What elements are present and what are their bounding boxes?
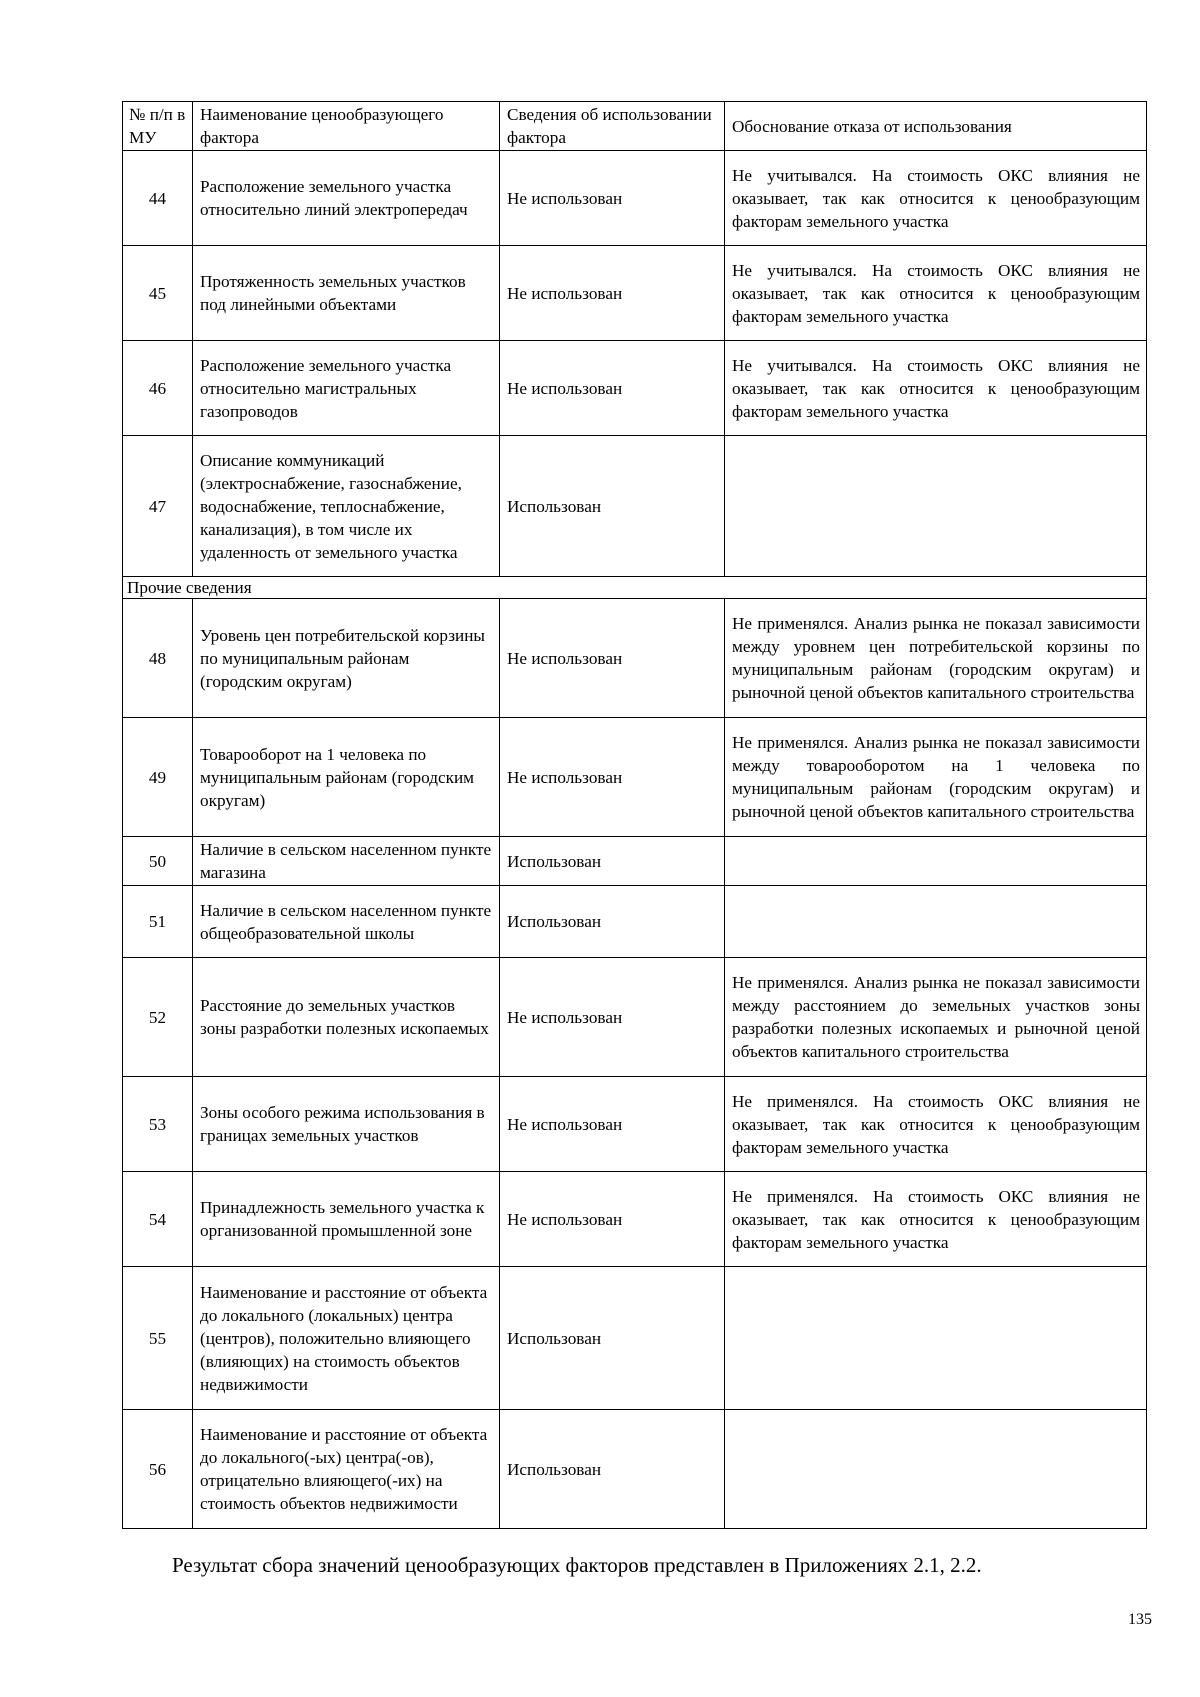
usage-status: Не использован bbox=[500, 151, 725, 246]
row-number: 48 bbox=[123, 599, 193, 718]
factor-name: Протяженность земельных участков под линейными объектами bbox=[193, 246, 500, 341]
usage-status: Использован bbox=[500, 886, 725, 958]
rejection-reason bbox=[725, 837, 1147, 886]
rejection-reason: Не применялся. Анализ рынка не показал зависимости между уровнем цен потребительской корзины по муниципальным районам (городским округам) и рыночной ценой объектов капитального строительства bbox=[725, 599, 1147, 718]
pricing-factors-table bbox=[122, 101, 1147, 1529]
header-usage: Сведения об использовании фактора bbox=[500, 102, 725, 151]
row-number: 44 bbox=[123, 151, 193, 246]
row-number: 50 bbox=[123, 837, 193, 886]
usage-status: Не использован bbox=[500, 599, 725, 718]
factor-name: Расстояние до земельных участков зоны разработки полезных ископаемых bbox=[193, 958, 500, 1077]
factor-name: Зоны особого режима использования в границах земельных участков bbox=[193, 1077, 500, 1172]
usage-status: Не использован bbox=[500, 1077, 725, 1172]
table-row bbox=[123, 1410, 1147, 1529]
table-row bbox=[123, 958, 1147, 1077]
table-row bbox=[123, 151, 1147, 246]
results-note: Результат сбора значений ценообразующих факторов представлен в Приложениях 2.1, 2.2. bbox=[172, 1553, 982, 1577]
page-number: 135 bbox=[1128, 1611, 1152, 1628]
table-row bbox=[123, 436, 1147, 577]
usage-status: Использован bbox=[500, 1410, 725, 1529]
factor-name: Товарооборот на 1 человека по муниципальным районам (городским округам) bbox=[193, 718, 500, 837]
row-number: 51 bbox=[123, 886, 193, 958]
table-row bbox=[123, 718, 1147, 837]
usage-status: Не использован bbox=[500, 958, 725, 1077]
table-row bbox=[123, 1267, 1147, 1410]
table-row bbox=[123, 599, 1147, 718]
table-row bbox=[123, 837, 1147, 886]
usage-status: Использован bbox=[500, 1267, 725, 1410]
factor-name: Наличие в сельском населенном пункте общеобразовательной школы bbox=[193, 886, 500, 958]
factor-name: Наличие в сельском населенном пункте магазина bbox=[193, 837, 500, 886]
header-reason: Обоснование отказа от использования bbox=[725, 102, 1147, 151]
row-number: 56 bbox=[123, 1410, 193, 1529]
usage-status: Не использован bbox=[500, 1172, 725, 1267]
factor-name: Принадлежность земельного участка к организованной промышленной зоне bbox=[193, 1172, 500, 1267]
row-number: 54 bbox=[123, 1172, 193, 1267]
rejection-reason: Не учитывался. На стоимость ОКС влияния не оказывает, так как относится к ценообразующим факторам земельного участка bbox=[725, 246, 1147, 341]
row-number: 53 bbox=[123, 1077, 193, 1172]
factor-name: Расположение земельного участка относительно магистральных газопроводов bbox=[193, 341, 500, 436]
rejection-reason bbox=[725, 1410, 1147, 1529]
factor-name: Уровень цен потребительской корзины по муниципальным районам (городским округам) bbox=[193, 599, 500, 718]
rejection-reason: Не применялся. На стоимость ОКС влияния не оказывает, так как относится к ценообразующим факторам земельного участка bbox=[725, 1077, 1147, 1172]
table-row bbox=[123, 246, 1147, 341]
rejection-reason: Не применялся. Анализ рынка не показал зависимости между расстоянием до земельных участков зоны разработки полезных ископаемых и рыночной ценой объектов капитального строительства bbox=[725, 958, 1147, 1077]
row-number: 46 bbox=[123, 341, 193, 436]
rejection-reason bbox=[725, 1267, 1147, 1410]
factor-name: Расположение земельного участка относительно линий электропередач bbox=[193, 151, 500, 246]
rejection-reason: Не учитывался. На стоимость ОКС влияния не оказывает, так как относится к ценообразующим факторам земельного участка bbox=[725, 341, 1147, 436]
row-number: 55 bbox=[123, 1267, 193, 1410]
factor-name: Описание коммуникаций (электроснабжение, газоснабжение, водоснабжение, теплоснабжение, канализация), в том числе их удаленность от земельного участка bbox=[193, 436, 500, 577]
row-number: 52 bbox=[123, 958, 193, 1077]
usage-status: Не использован bbox=[500, 718, 725, 837]
row-number: 47 bbox=[123, 436, 193, 577]
usage-status: Не использован bbox=[500, 246, 725, 341]
section-label: Прочие сведения bbox=[123, 577, 1147, 599]
row-number: 49 bbox=[123, 718, 193, 837]
usage-status: Не использован bbox=[500, 341, 725, 436]
header-name: Наименование ценообразующего фактора bbox=[193, 102, 500, 151]
usage-status: Использован bbox=[500, 837, 725, 886]
table-row bbox=[123, 1077, 1147, 1172]
table-row bbox=[123, 1172, 1147, 1267]
row-number: 45 bbox=[123, 246, 193, 341]
factor-name: Наименование и расстояние от объекта до локального(-ых) центра(-ов), отрицательно влияющего(-их) на стоимость объектов недвижимости bbox=[193, 1410, 500, 1529]
rejection-reason bbox=[725, 436, 1147, 577]
table-row bbox=[123, 341, 1147, 436]
usage-status: Использован bbox=[500, 436, 725, 577]
header-num: № п/п в МУ bbox=[123, 102, 193, 151]
factor-name: Наименование и расстояние от объекта до локального (локальных) центра (центров), положительно влияющего (влияющих) на стоимость объектов недвижимости bbox=[193, 1267, 500, 1410]
section-row bbox=[123, 577, 1147, 599]
header-row bbox=[123, 102, 1147, 151]
table-body bbox=[123, 151, 1147, 1529]
rejection-reason bbox=[725, 886, 1147, 958]
rejection-reason: Не применялся. На стоимость ОКС влияния не оказывает, так как относится к ценообразующим факторам земельного участка bbox=[725, 1172, 1147, 1267]
rejection-reason: Не учитывался. На стоимость ОКС влияния не оказывает, так как относится к ценообразующим факторам земельного участка bbox=[725, 151, 1147, 246]
rejection-reason: Не применялся. Анализ рынка не показал зависимости между товарооборотом на 1 человека по муниципальным районам (городским округам) и рыночной ценой объектов капитального строительства bbox=[725, 718, 1147, 837]
table-row bbox=[123, 886, 1147, 958]
